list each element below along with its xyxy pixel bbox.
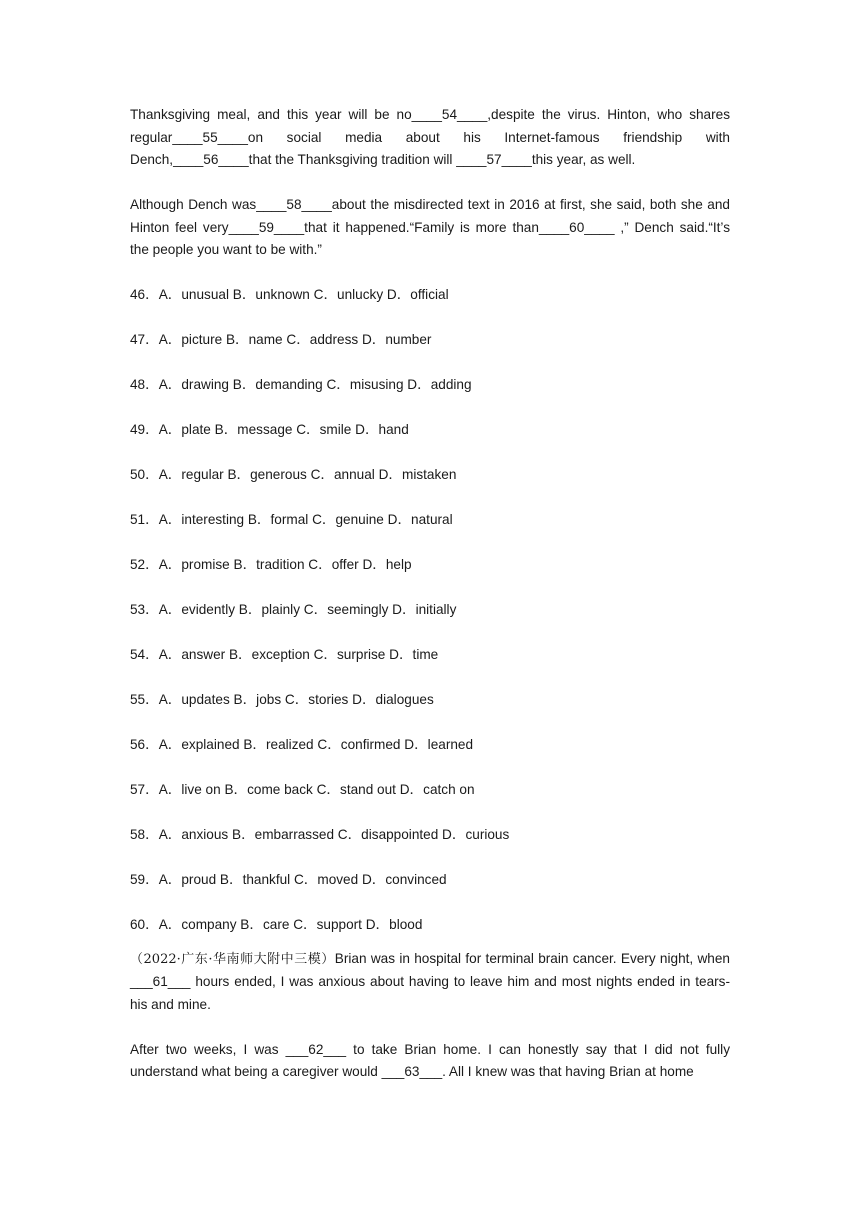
passage-paragraph: After two weeks, I was ___62___ to take Brian home. I can honestly say that I did not fully understand what being a caregiver would ___63___. All I knew was that having Brian at home: [130, 1041, 730, 1079]
passage-paragraph: [130, 948, 730, 1017]
question-item: 46．A．unusual B．unknown C．unlucky D．official: [130, 287, 449, 302]
question-item: 57．A．live on B．come back C．stand out D．catch on: [130, 782, 475, 797]
passage-text: Brian was in hospital for terminal brain cancer. Every night, when ___61___ hours ended, I was anxious about having to leave him and most nights ended in tears-his and mine.: [130, 950, 730, 1012]
passage-paragraph: Thanksgiving meal, and this year will be no____54____,despite the virus. Hinton, who shares regular____55____on social media about his Internet-famous friendship with Dench,____56____that the Thanksgiving tradition will ____57____this year, as well.: [130, 107, 730, 167]
question-item: 50．A．regular B．generous C．annual D．mistaken: [130, 467, 457, 482]
question-item: 49．A．plate B．message C．smile D．hand: [130, 422, 409, 437]
question-item: 60．A．company B．care C．support D．blood: [130, 917, 423, 932]
question-item: 53．A．evidently B．plainly C．seemingly D．initially: [130, 602, 457, 617]
question-item: 51．A．interesting B．formal C．genuine D．natural: [130, 512, 453, 527]
question-item: 58．A．anxious B．embarrassed C．disappointed D．curious: [130, 827, 510, 842]
passage-paragraph: Although Dench was____58____about the misdirected text in 2016 at first, she said, both she and Hinton feel very____59____that it happened.“Family is more than____60____ ,” Dench said.“It’s the people you want to be with.”: [130, 197, 730, 257]
document-page: [130, 104, 730, 1084]
question-item: 56．A．explained B．realized C．confirmed D．learned: [130, 737, 474, 752]
question-item: 48．A．drawing B．demanding C．misusing D．adding: [130, 377, 472, 392]
question-item: 55．A．updates B．jobs C．stories D．dialogues: [130, 692, 434, 707]
question-item: 52．A．promise B．tradition C．offer D．help: [130, 557, 412, 572]
question-item: 47．A．picture B．name C．address D．number: [130, 332, 432, 347]
question-item: 59．A．proud B．thankful C．moved D．convinced: [130, 872, 447, 887]
question-item: 54．A．answer B．exception C．surprise D．time: [130, 647, 439, 662]
question-list: [130, 284, 730, 937]
source-label: （2022·广东·华南师大附中三模）: [130, 951, 335, 967]
